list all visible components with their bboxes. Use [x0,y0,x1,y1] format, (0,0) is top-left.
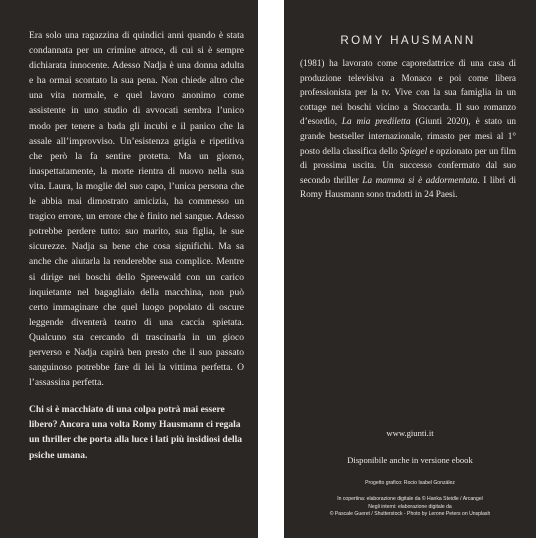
credit-cover-line-3: © Pascale Gueret / Shutterstock - Photo by Lerone Peters on Unsplash [329,511,491,518]
tagline-bold: Chi si è macchiato di una colpa potrà mai essere libero? Ancora una volta Romy Hausmann ci regala un thriller che porta alla luce i lati più insidiosi della psiche umana. [29,404,243,461]
publisher-website: www.giunti.it [386,428,434,438]
credit-cover-line-1: In copertina: elaborazione digitale da © Hanka Steidle / Arcangel [337,496,483,502]
author-name: ROMY HAUSMANN [340,34,476,47]
synopsis-paragraph: Era solo una ragazzina di quindici anni quando è stata condannata per un crimine atroce, di cui si è sempre dichiarata innocente. Adesso Nadja è una donna adulta e ha ormai scontato la sua pena. Non chiede altro che una vita normale, e quel lavoro anonimo come assistente in uno studio di avvocati sembra l’unico modo per tenere a bada gli incubi e il panico che la assale all’improvviso. Un’esistenza grigia e ripetitiva che però la fa sentire protetta. Ma un giorno, inaspettatamente, la morte rientra di nuovo nella sua vita. Laura, la moglie del suo capo, l’unica persona che le abbia mai dimostrato amicizia, ha commesso un tragico errore, un errore che è finito nel sangue. Adesso potrebbe perdere tutto: suo marito, sua figlia, le sue sicurezze. Nadja sa bene che cosa significhi. Ma sa anche che aiutarla la renderebbe sua complice. Mentre si dirige nei boschi dello Spreewald con un carico inquietante nel bagagliaio della macchina, non può certo immaginare che quel luogo popolato di oscure leggende diventerà teatro di una caccia spietata. Qualcuno sta cercando di trascinarla in un gioco perverso e Nadja capirà ben presto che il suo passato sanguinoso potrebbe fare di lei la vittima perfetta. O l’assassina perfetta. [29,30,244,389]
credit-graphic-design: Progetto grafico: Rocio Isabel González [365,480,455,486]
magazine-name: Spiegel [400,145,428,156]
bio-text-2: (Giunti 2020), è stato un grande bestseller internazionale, rimasto per mesi al 1° posto della classifica dello [300,116,517,156]
ebook-note: Disponibile anche in versione ebook [347,455,473,465]
credit-cover-line-2: Negli interni: elaborazione digitale da [368,503,452,510]
bio-text-1: (1981) ha lavorato come caporedattrice di una casa di produzione televisiva a Monaco e poi come libera professionista per la tv. Vive con la sua famiglia in un cottage nei boschi vicino a Stoccarda. Il suo romanzo d’esordio, [300,58,516,127]
back-flap-left [0,0,258,538]
bio-text-3: e opzionato per un film di prossima uscita. Un successo confermato dal suo secondo thriller [300,145,516,185]
book-title-1: La mia prediletta [341,116,411,127]
book-title-2: La mamma si è addormentata [362,174,478,185]
bio-text-4: . I libri di Romy Hausmann sono tradotti in 24 Paesi. [300,174,516,200]
credit-cover [284,496,536,519]
author-bio [300,56,516,202]
back-flap-right [284,0,536,538]
